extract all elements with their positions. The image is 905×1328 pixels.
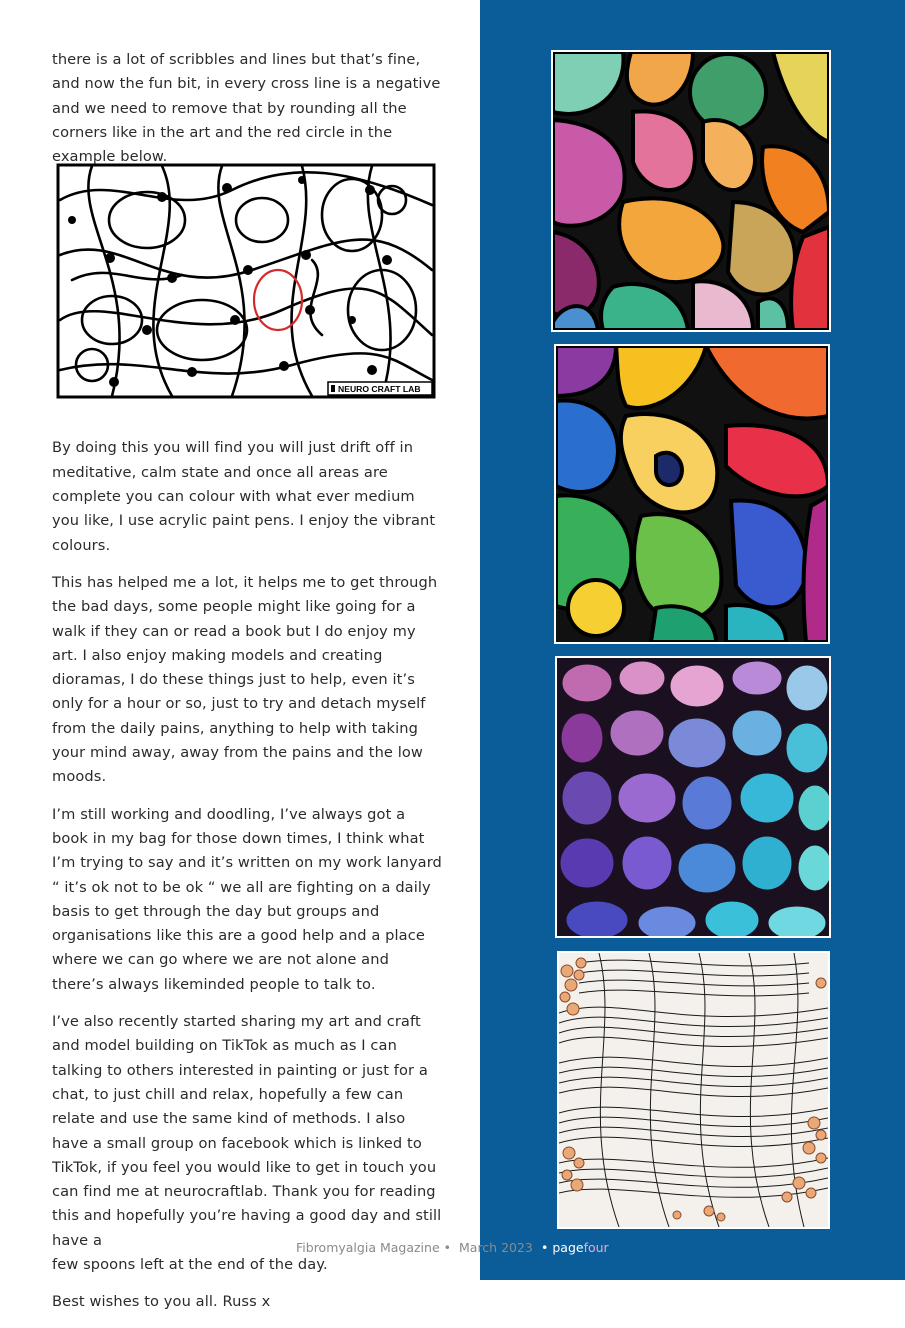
footer-magazine: Fibromyalgia Magazine • [296,1240,451,1255]
footer-page-word: four [583,1240,609,1255]
paragraph-drift: By doing this you will find you will just drift off in meditative, calm state and once all areas are complete you can colour with what ever medium you like, I use acrylic paint pens. I enjoy the vibrant colours. [52,439,436,554]
artwork-image-4 [557,951,830,1229]
footer-page-prefix: • page [541,1240,584,1255]
artwork-image-3 [555,656,831,938]
footer-page-number [541,1240,609,1255]
page-footer [0,1240,905,1260]
artwork-3-svg [557,658,829,936]
artwork-4-svg [559,953,828,1227]
paragraph-intro: there is a lot of scribbles and lines but that’s fine, and now the fun bit, in every cross line is a negative and we need to remove that by rounding all the corners like in the art and the red circle in the example below. [52,51,441,166]
footer-date: March 2023 [459,1240,533,1255]
watermark-text: NEURO CRAFT LAB [338,384,421,394]
artwork-image-1 [551,50,831,332]
paragraph-signoff: Best wishes to you all. Russ x [52,1293,271,1311]
paragraph-tiktok: I’ve also recently started sharing my art and craft and model building on TikTok as much as I can talking to others interested in painting or just for a chat, to just chill and relax, hopefully a few can relate and use the same kind of methods. I also have a small group on facebook which is linked to TikTok, if you feel you would like to get in touch you can find me at neurocraftlab. Thank you for reading this and hopefully you’re having a good day and still have a [52,1013,442,1249]
artwork-2-svg [556,346,828,642]
artwork-1-svg [553,52,829,330]
paragraph-helped: This has helped me a lot, it helps me to get through the bad days, some people might like going for a walk if they can or read a book but I do enjoy my art. I also enjoy making models and creating dioramas, I do these things just to help, even it’s only for a hour or so, just to try and detach myself from the daily pains, anything to help with taking your mind away, away from the pains and the low moods. [52,573,438,786]
artwork-image-2 [554,344,830,644]
paragraph-working: I’m still working and doodling, I’ve always got a book in my bag for those down times, I think what I’m trying to say and it’s written on my work lanyard “ it’s ok not to be ok “ we all are fighting on a daily basis to get through the day but groups and organisations like this are a good help and a place where we can go where we are not alone and there’s always likeminded people to talk to. [52,805,442,993]
doodle-svg [52,160,440,402]
paragraph-spoons: few spoons left at the end of the day. [52,1255,328,1273]
neuro-doodle-example-diagram [52,160,440,402]
